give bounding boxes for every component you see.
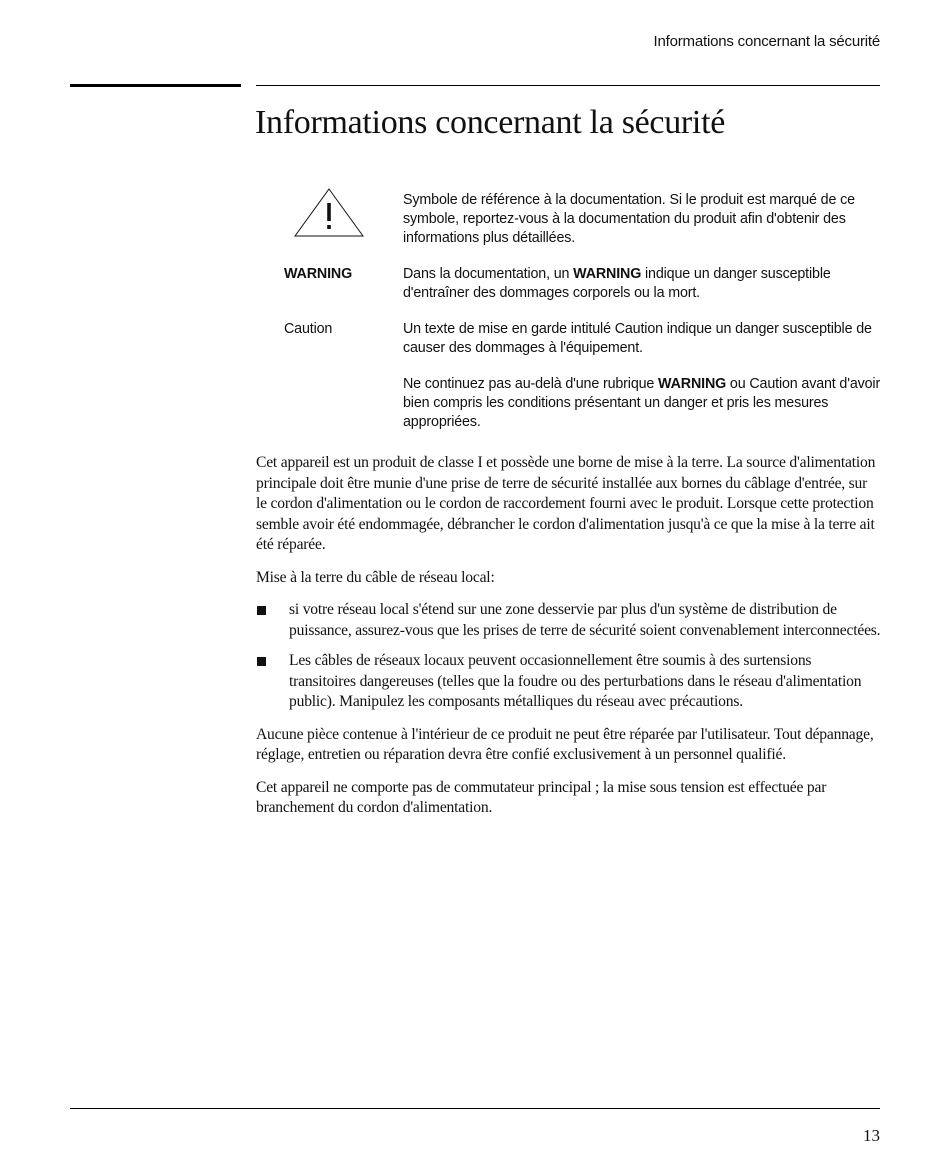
- warning-desc-after: indique un danger susceptible d'entraîner des dommages corporels ou la mort.: [403, 266, 831, 301]
- note-after: ou Caution avant d'avoir bien compris les conditions présentant un danger et pris les mesures appropriées.: [403, 376, 881, 430]
- header-rule-thick: [70, 84, 241, 87]
- bullet-square-icon: [257, 606, 266, 615]
- page-title: Informations concernant la sécurité: [255, 104, 726, 141]
- definitions-list: [284, 191, 884, 449]
- note-before: Ne continuez pas au-delà d'une rubrique: [403, 376, 659, 392]
- warning-description: [403, 265, 884, 303]
- footer-rule: [70, 1108, 880, 1109]
- running-header: Informations concernant la sécurité: [653, 33, 880, 50]
- symbol-cell: [284, 191, 403, 246]
- body-text: [256, 453, 881, 831]
- warning-triangle-icon: [293, 187, 365, 239]
- paragraph-grounding-title: Mise à la terre du câble de réseau local:: [256, 568, 495, 586]
- warning-desc-bold: WARNING: [573, 266, 642, 282]
- bullet-square-icon: [257, 657, 266, 666]
- symbol-description: Symbole de référence à la documentation. Si le produit est marqué de ce symbole, reportez-vous à la documentation du produit afin d'obtenir des informations plus détaillées.: [403, 192, 855, 246]
- note-spacer: [284, 375, 403, 432]
- bullet-list: [256, 600, 881, 713]
- warning-desc-before: Dans la documentation, un: [403, 266, 574, 282]
- definition-symbol: [284, 191, 884, 248]
- paragraph-servicing: Aucune pièce contenue à l'intérieur de ce produit ne peut être réparée par l'utilisateur. Tout dépannage, réglage, entretien ou réparation devra être confié exclusivement à un personnel qualifié.: [256, 725, 874, 763]
- note-description: [403, 375, 884, 432]
- warning-term: WARNING: [284, 266, 353, 282]
- paragraph-power-switch: Cet appareil ne comporte pas de commutateur principal ; la mise sous tension est effectuée par branchement du cordon d'alimentation.: [256, 778, 827, 816]
- bullet-text: si votre réseau local s'étend sur une zone desservie par plus d'un système de distribution de puissance, assurez-vous que les prises de terre de sécurité soient convenablement interconnectées.: [289, 601, 881, 639]
- note-bold: WARNING: [658, 376, 727, 392]
- definition-note: [284, 375, 884, 432]
- definition-caution: [284, 320, 884, 358]
- paragraph-class-one: Cet appareil est un produit de classe I et possède une borne de mise à la terre. La source d'alimentation principale doit être munie d'une prise de terre de sécurité installée aux bornes du câblage d'entrée, sur le cordon d'alimentation ou le cordon de raccordement fourni avec le produit. Lorsque cette protection semble avoir été endommagée, débrancher le cordon d'alimentation jusqu'à ce que la mise à la terre ait été réparée.: [256, 454, 876, 553]
- caution-description: Un texte de mise en garde intitulé Caution indique un danger susceptible de causer des dommages à l'équipement.: [403, 321, 872, 356]
- page-number: 13: [863, 1126, 880, 1145]
- definition-warning: [284, 265, 884, 303]
- caution-term: Caution: [284, 321, 333, 337]
- list-item: [256, 651, 881, 713]
- list-item: [256, 600, 881, 641]
- bullet-text: Les câbles de réseaux locaux peuvent occasionnellement être soumis à des surtensions transitoires dangereuses (telles que la foudre ou des perturbations dans le réseau d'alimentation public). Manipulez les composants métalliques du réseau avec précautions.: [289, 652, 862, 710]
- header-rule-thin: [256, 85, 880, 86]
